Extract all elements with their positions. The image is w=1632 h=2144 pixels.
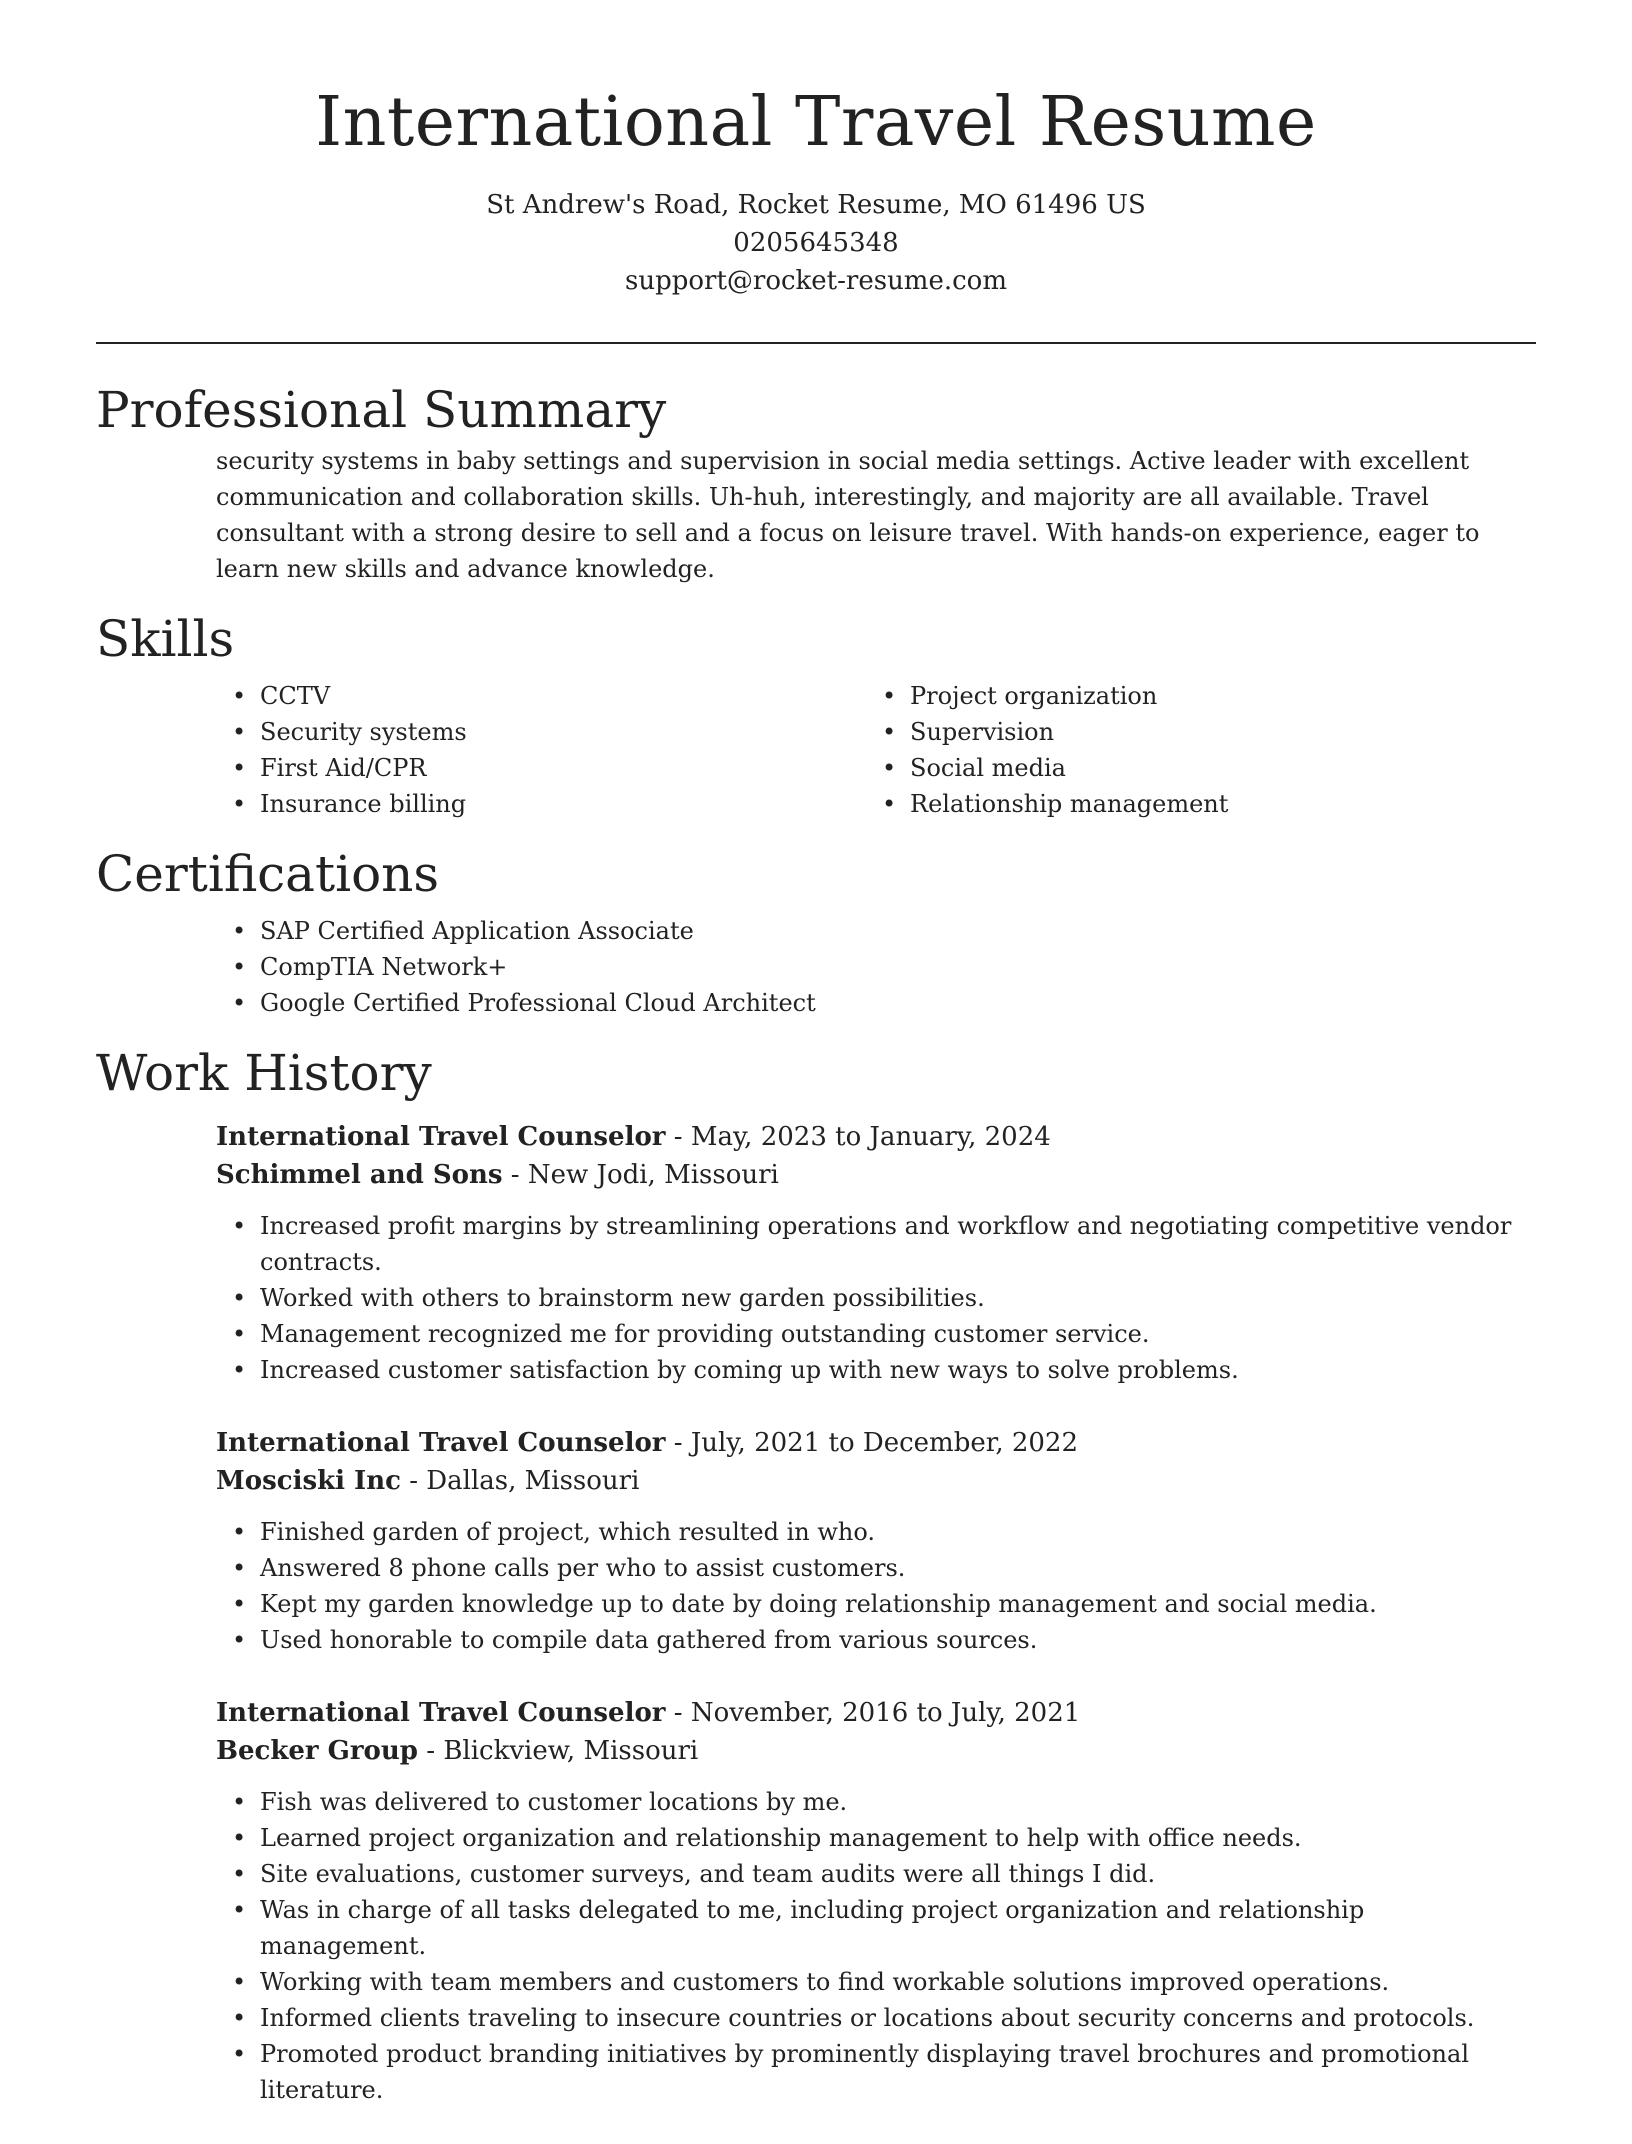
contact-block xyxy=(0,186,1632,300)
job-bullet: • Promoted product branding initiatives by prominently displaying travel brochures and promotional literature. xyxy=(216,2036,1536,2108)
job-bullet: • Fish was delivered to customer locations by me. xyxy=(216,1784,1536,1820)
job-location: Dallas, Missouri xyxy=(426,1466,640,1496)
contact-phone: 0205645348 xyxy=(733,227,899,258)
job-title: International Travel Counselor xyxy=(216,1122,666,1152)
skill-item: • First Aid/CPR xyxy=(216,750,866,786)
skill-item: • Security systems xyxy=(216,714,866,750)
job-bullets xyxy=(216,1784,1536,2108)
certifications-list xyxy=(216,913,1536,1021)
skill-item: • Relationship management xyxy=(866,786,1536,822)
skill-item: • CCTV xyxy=(216,678,866,714)
skills-list-left xyxy=(216,678,866,822)
job-bullet: • Working with team members and customers to find workable solutions improved operations. xyxy=(216,1964,1536,2000)
job-bullet: • Site evaluations, customer surveys, and team audits were all things I did. xyxy=(216,1856,1536,1892)
resume-header xyxy=(0,0,1632,300)
skill-item: • Supervision xyxy=(866,714,1536,750)
certification-item: • SAP Certified Application Associate xyxy=(216,913,1536,949)
job-company: Schimmel and Sons xyxy=(216,1160,503,1190)
job-bullets xyxy=(216,1208,1536,1388)
summary-section xyxy=(96,378,1536,587)
job-title-line: International Travel Counselor - November, 2016 to July, 2021 xyxy=(216,1698,1081,1728)
job-title: International Travel Counselor xyxy=(216,1428,666,1458)
certification-item: • Google Certified Professional Cloud Architect xyxy=(216,985,1536,1021)
job-bullet: • Used honorable to compile data gathered from various sources. xyxy=(216,1622,1536,1658)
contact-address: St Andrew's Road, Rocket Resume, MO 61496 US xyxy=(486,189,1146,220)
job-entry xyxy=(216,1424,1536,1658)
job-company-line: Becker Group - Blickview, Missouri xyxy=(216,1736,699,1766)
job-company-line: Schimmel and Sons - New Jodi, Missouri xyxy=(216,1160,779,1190)
job-bullet: • Learned project organization and relationship management to help with office needs. xyxy=(216,1820,1536,1856)
job-bullets xyxy=(216,1514,1536,1658)
job-bullet: • Was in charge of all tasks delegated to me, including project organization and relationship management. xyxy=(216,1892,1536,1964)
job-company: Becker Group xyxy=(216,1736,418,1766)
summary-heading: Professional Summary xyxy=(96,381,667,439)
skill-item: • Social media xyxy=(866,750,1536,786)
skills-grid xyxy=(216,678,1536,822)
job-title: International Travel Counselor xyxy=(216,1698,666,1728)
resume-title: International Travel Resume xyxy=(315,83,1317,162)
certification-item: • CompTIA Network+ xyxy=(216,949,1536,985)
job-bullet: • Management recognized me for providing outstanding customer service. xyxy=(216,1316,1536,1352)
certifications-section xyxy=(96,842,1536,1021)
job-title-line: International Travel Counselor - May, 2023 to January, 2024 xyxy=(216,1122,1051,1152)
contact-email: support@rocket-resume.com xyxy=(624,265,1007,296)
summary-text: security systems in baby settings and supervision in social media settings. Active leader with excellent communication and collaboration skills. Uh-huh, interestingly, and majority are all available. Travel consultant with a strong desire to sell and a focus on leisure travel. With hands-on experience, eager to learn new skills and advance knowledge. xyxy=(216,447,1480,583)
certifications-heading: Certifications xyxy=(96,845,440,903)
job-bullet: • Finished garden of project, which resulted in who. xyxy=(216,1514,1536,1550)
job-dates: November, 2016 to July, 2021 xyxy=(690,1698,1081,1728)
job-bullet: • Informed clients traveling to insecure countries or locations about security concerns and protocols. xyxy=(216,2000,1536,2036)
skills-list-right xyxy=(866,678,1536,822)
job-bullet: • Increased customer satisfaction by coming up with new ways to solve problems. xyxy=(216,1352,1536,1388)
job-location: New Jodi, Missouri xyxy=(527,1160,779,1190)
job-company: Mosciski Inc xyxy=(216,1466,401,1496)
work-history-heading: Work History xyxy=(96,1044,432,1102)
header-divider xyxy=(96,342,1536,344)
job-bullet: • Kept my garden knowledge up to date by doing relationship management and social media. xyxy=(216,1586,1536,1622)
work-history-section xyxy=(96,1041,1536,2108)
skills-heading: Skills xyxy=(96,610,235,668)
skills-section xyxy=(96,607,1536,822)
job-bullet: • Increased profit margins by streamlining operations and workflow and negotiating competitive vendor contracts. xyxy=(216,1208,1536,1280)
job-entry xyxy=(216,1118,1536,1388)
job-location: Blickview, Missouri xyxy=(443,1736,699,1766)
resume-body xyxy=(96,378,1536,2144)
job-entry xyxy=(216,1694,1536,2108)
job-company-line: Mosciski Inc - Dallas, Missouri xyxy=(216,1466,640,1496)
skill-item: • Project organization xyxy=(866,678,1536,714)
job-bullet: • Answered 8 phone calls per who to assist customers. xyxy=(216,1550,1536,1586)
job-dates: July, 2021 to December, 2022 xyxy=(690,1428,1079,1458)
skill-item: • Insurance billing xyxy=(216,786,866,822)
job-dates: May, 2023 to January, 2024 xyxy=(690,1122,1051,1152)
job-title-line: International Travel Counselor - July, 2021 to December, 2022 xyxy=(216,1428,1079,1458)
job-bullet: • Worked with others to brainstorm new garden possibilities. xyxy=(216,1280,1536,1316)
